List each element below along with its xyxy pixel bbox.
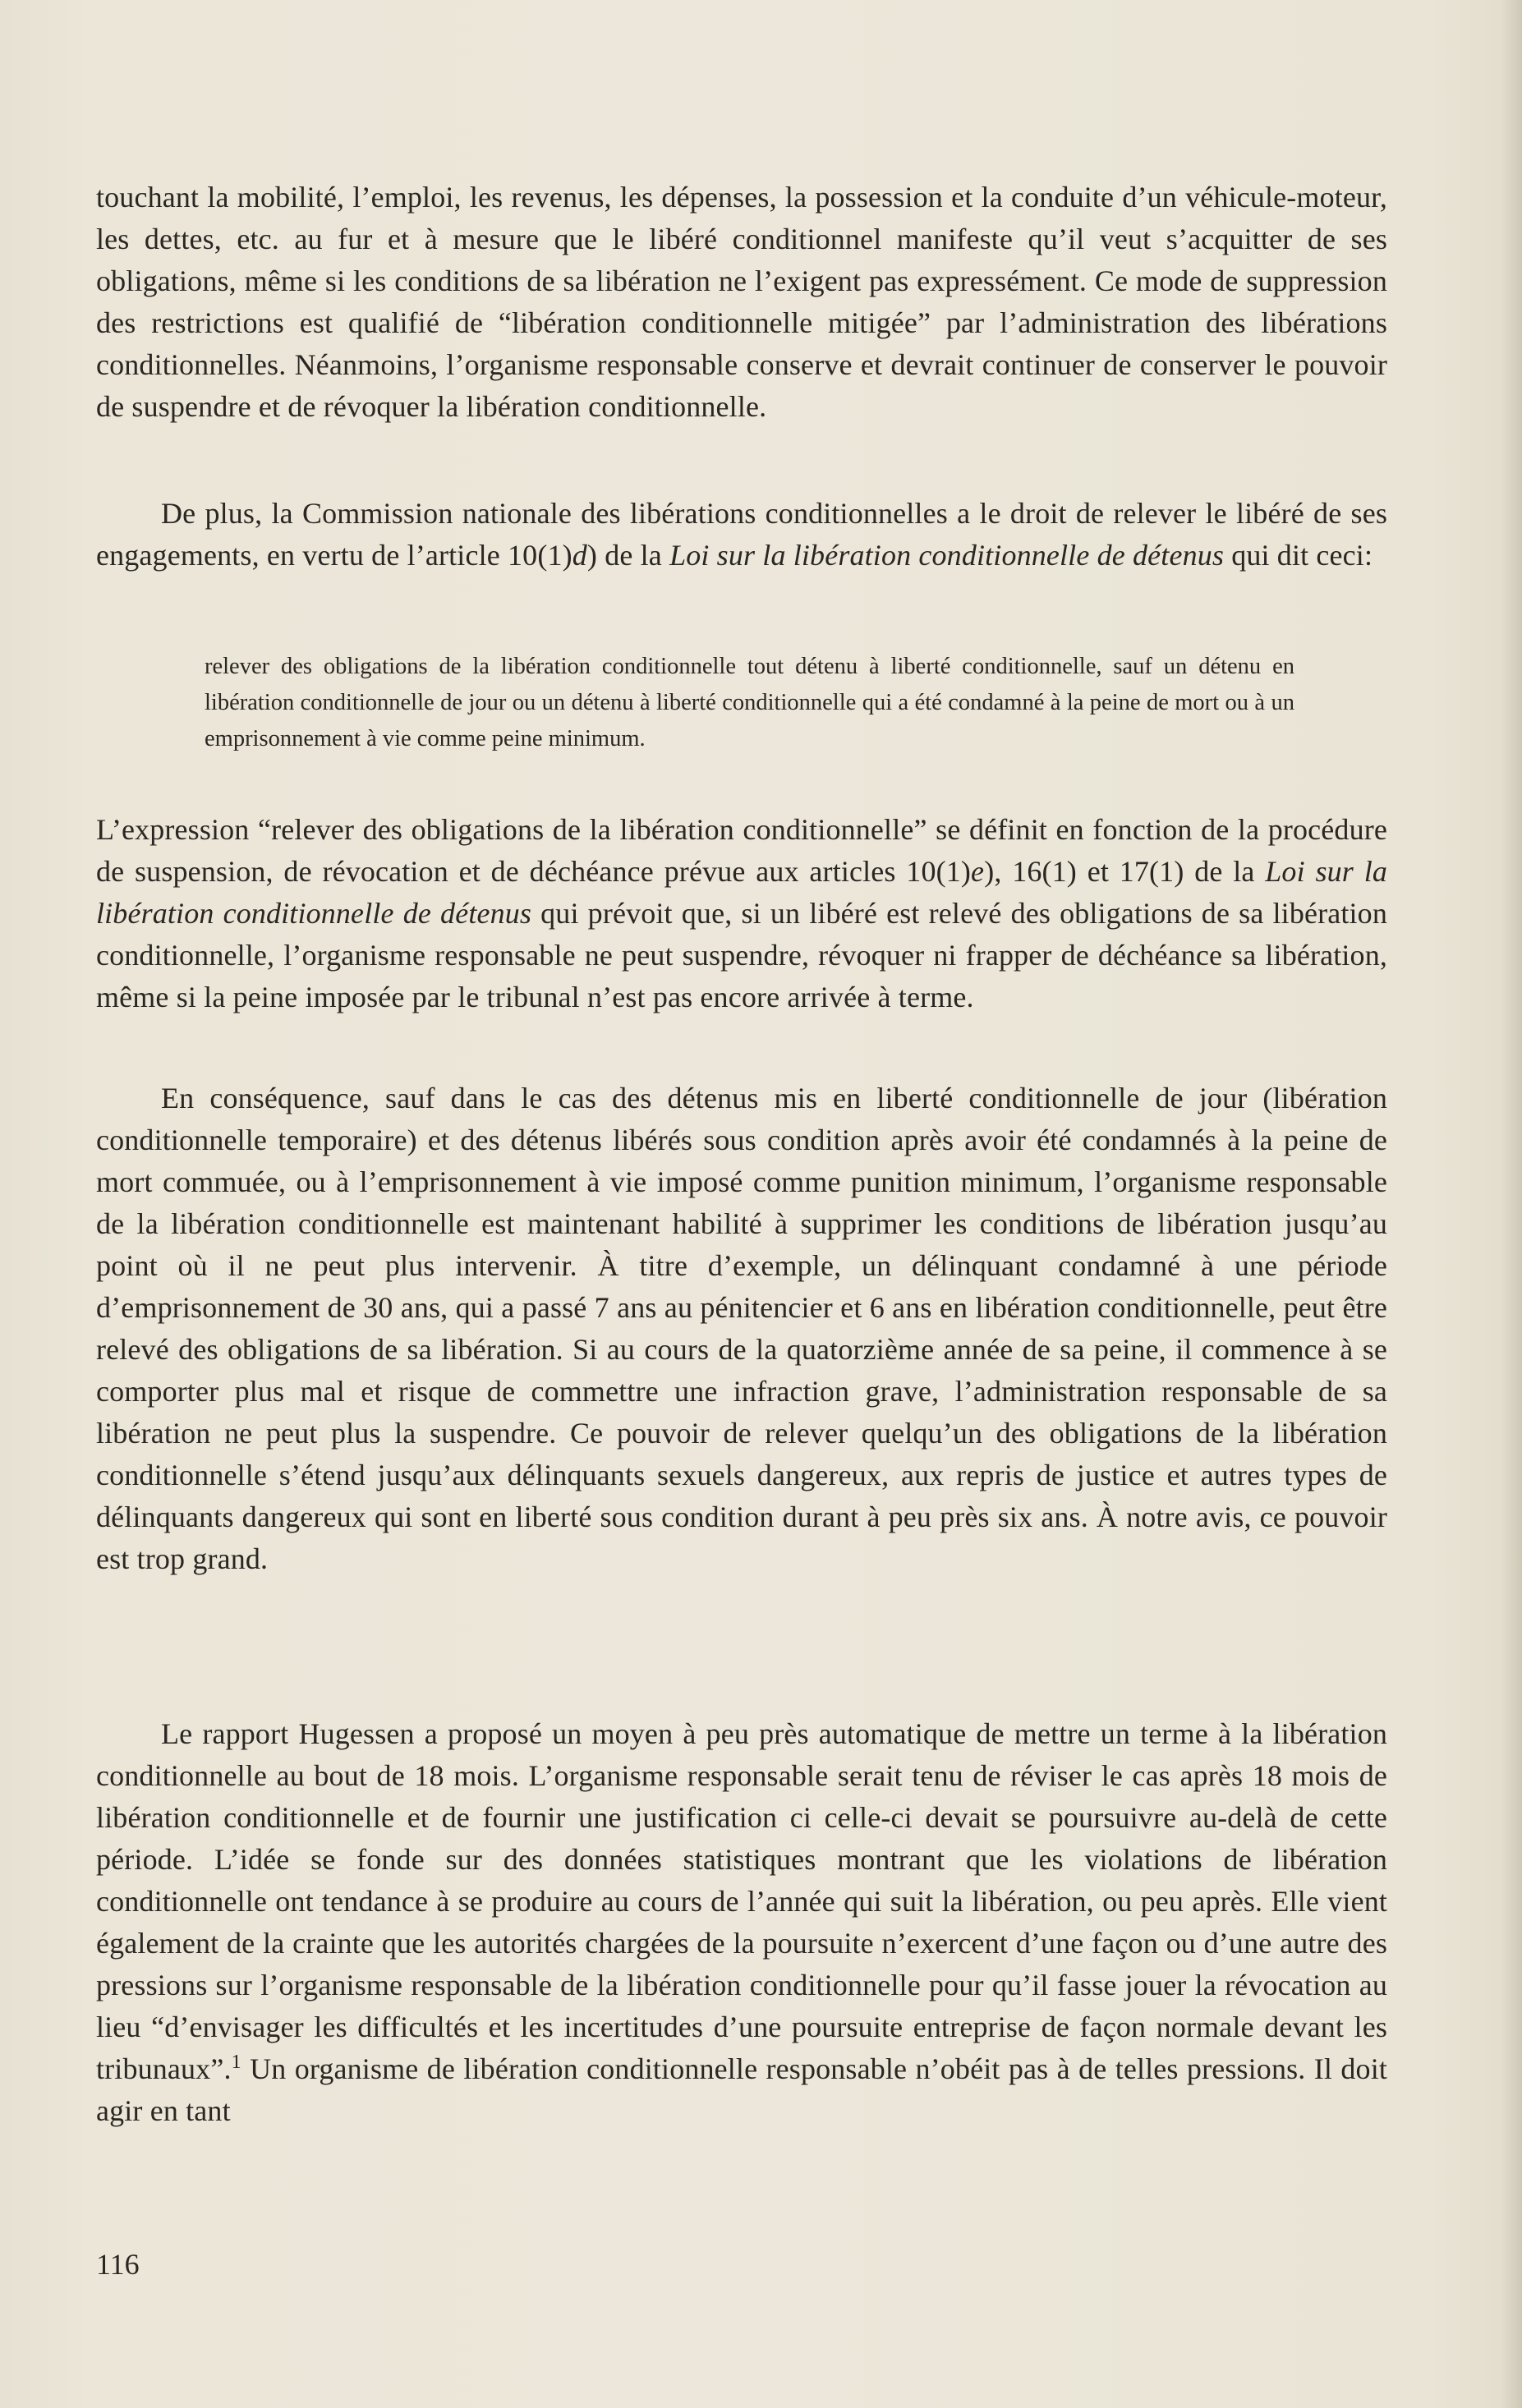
paragraph-5-after: Un organisme de libération conditionnelle responsable n’obéit pas à de telles pressions. Il doit agir en tant (96, 2052, 1387, 2127)
quoted-statute (205, 649, 1294, 757)
paragraph-5-before: Le rapport Hugessen a proposé un moyen à peu près automatique de mettre un terme à la libération conditionnelle au bout de 18 mois. L’organisme responsable serait tenu de réviser le cas après 18 mois de libération conditionnelle et de fournir une justification ci celle-ci devait se poursuivre au-delà de cette période. L’idée se fonde sur des données statistiques montrant que les violations de libération conditionnelle ont tendance à se produire au cours de l’année qui suit la libération, ou peu après. Elle vient également de la crainte que les autorités chargées de la poursuite n’exercent d’une façon ou d’une autre des pressions sur l’organisme responsable de la libération conditionnelle pour qu’il fasse jouer la révocation au lieu “d’envisager les difficultés et les incertitudes d’une poursuite entreprise de façon normale devant les tribunaux”. (96, 1717, 1387, 2085)
footnote-reference[interactable]: 1 (231, 2052, 241, 2073)
law-title-citation: Loi sur la libération conditionnelle de détenus (669, 539, 1225, 572)
paragraph-3-middle: ), 16(1) et 17(1) de la (984, 855, 1266, 888)
paragraph-2-after: qui dit ceci: (1224, 539, 1373, 572)
paragraph-2-middle: ) de la (586, 539, 670, 572)
paragraph-3-before: L’expression “relever des obligations de la libération conditionnelle” se définit en fonction de la procédure de suspension, de révocation et de déchéance prévue aux articles 10(1) (96, 813, 1387, 888)
paragraph-1-text: touchant la mobilité, l’emploi, les revenus, les dépenses, la possession et la conduite d’un véhicule-moteur, les dettes, etc. au fur et à mesure que le libéré conditionnel manifeste qu’il veut s’acquitter de ses obligations, même si les conditions de sa libération ne l’exigent pas expressément. Ce mode de suppression des restrictions est qualifié de “libération conditionnelle mitigée” par l’administration des libérations conditionnelles. Néanmoins, l’organisme responsable conserve et devrait continuer de conserver le pouvoir de suspendre et de révoquer la libération conditionnelle. (96, 181, 1387, 423)
page-number: 116 (96, 2248, 140, 2281)
page-edge-shadow (1501, 0, 1522, 2408)
paragraph-2-before: De plus, la Commission nationale des libérations conditionnelles a le droit de relever le libéré de ses engagements, en vertu de l’article 10(1) (96, 497, 1387, 572)
article-letter-d: d (572, 539, 587, 572)
paragraph-3-text (96, 809, 1387, 1018)
article-letter-e: e (971, 855, 985, 888)
paragraph-3-after: qui prévoit que, si un libéré est relevé des obligations de sa libération conditionnelle, l’organisme responsable ne peut suspendre, révoquer ni frapper de déchéance sa libération, même si la peine imposée par le tribunal n’est pas encore arrivée à terme. (96, 897, 1387, 1013)
law-title-citation: Loi sur la libération conditionnelle de détenus (96, 855, 1388, 930)
paragraph-4 (96, 1078, 1387, 1580)
paragraph-2-text (96, 493, 1387, 577)
quoted-statute-text: relever des obligations de la libération conditionnelle tout détenu à liberté conditionnelle, sauf un détenu en libération conditionnelle de jour ou un détenu à liberté conditionnelle qui a été condamné à la peine de mort ou à un emprisonnement à vie comme peine minimum. (205, 654, 1294, 751)
paragraph-4-text: En conséquence, sauf dans le cas des détenus mis en liberté conditionnelle de jour (libération conditionnelle temporaire) et des détenus libérés sous condition après avoir été condamnés à la peine de mort commuée, ou à l’emprisonnement à vie imposé comme punition minimum, l’organisme responsable de la libération conditionnelle est maintenant habilité à supprimer les conditions de libération jusqu’au point où il ne peut plus intervenir. À titre d’exemple, un délinquant condamné à une période d’emprisonnement de 30 ans, qui a passé 7 ans au pénitencier et 6 ans en libération conditionnelle, peut être relevé des obligations de sa libération. Si au cours de la quatorzième année de sa peine, il commence à se comporter plus mal et risque de commettre une infraction grave, l’administration responsable de sa libération ne peut plus la suspendre. Ce pouvoir de relever quelqu’un des obligations de la libération conditionnelle s’étend jusqu’aux délinquants sexuels dangereux, aux repris de justice et autres types de délinquants dangereux qui sont en liberté sous condition durant à peu près six ans. À notre avis, ce pouvoir est trop grand. (96, 1082, 1387, 1575)
paragraph-1 (96, 177, 1387, 428)
paragraph-3 (96, 809, 1387, 1018)
paragraph-5 (96, 1713, 1387, 2132)
paragraph-5-text (96, 1713, 1387, 2132)
paragraph-2 (96, 493, 1387, 577)
